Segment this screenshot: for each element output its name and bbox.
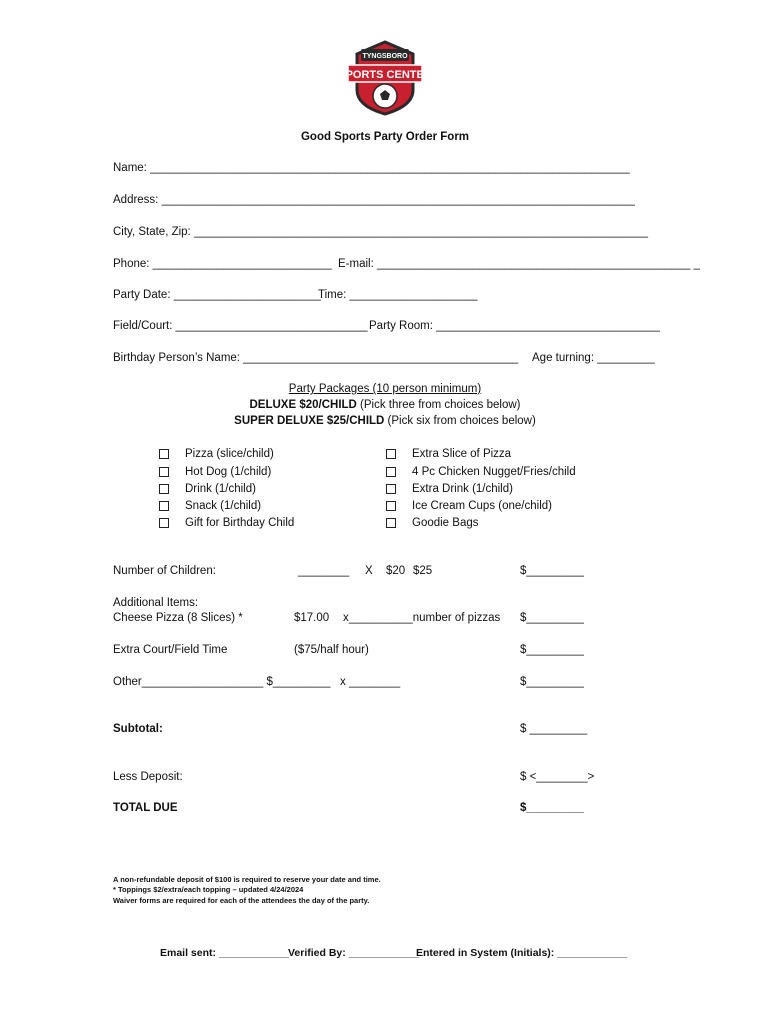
additional-items-label: Additional Items: xyxy=(113,597,199,609)
time-field[interactable]: Time: ____________________ xyxy=(318,289,478,301)
other-amount-field[interactable]: $_________ xyxy=(520,676,584,688)
pizza-amount-field[interactable]: $_________ xyxy=(520,612,584,624)
number-of-children-field[interactable]: ________ xyxy=(298,565,350,577)
email-field[interactable]: E-mail: _________________________________________________ _ xyxy=(338,258,700,270)
svg-text:SPORTS CENTER: SPORTS CENTER xyxy=(338,69,432,81)
subtotal-label: Subtotal: xyxy=(113,723,163,735)
name-field[interactable]: Name: ___________________________________________________________________________ xyxy=(113,162,630,174)
checkbox-icon[interactable] xyxy=(159,484,169,494)
page-title: Good Sports Party Order Form xyxy=(300,131,470,143)
checkbox-icon[interactable] xyxy=(386,467,396,477)
party-room-field[interactable]: Party Room: ___________________________________ xyxy=(369,320,660,332)
verified-by-field[interactable]: Verified By: ____________ xyxy=(288,947,419,959)
total-due-amount-field[interactable]: $_________ xyxy=(520,802,584,814)
choice-goodie-bags[interactable]: Goodie Bags xyxy=(386,517,479,529)
choice-chicken-nugget[interactable]: 4 Pc Chicken Nugget/Fries/child xyxy=(386,466,576,478)
deposit-label: Less Deposit: xyxy=(113,771,183,783)
cheese-pizza-label: Cheese Pizza (8 Slices) * xyxy=(113,612,243,624)
city-state-zip-field[interactable]: City, State, Zip: _______________________________________________________________________ xyxy=(113,226,649,238)
checkbox-icon[interactable] xyxy=(159,501,169,511)
choice-hot-dog[interactable]: Hot Dog (1/child) xyxy=(159,466,271,478)
children-amount-field[interactable]: $_________ xyxy=(520,565,584,577)
sports-center-logo xyxy=(338,40,432,116)
age-turning-field[interactable]: Age turning: _________ xyxy=(532,352,655,364)
extra-court-price: ($75/half hour) xyxy=(294,644,369,656)
party-date-field[interactable]: Party Date: _______________________ xyxy=(113,289,321,301)
field-court-field[interactable]: Field/Court: ______________________________ xyxy=(113,320,368,332)
price-20: $20 xyxy=(386,565,406,577)
checkbox-icon[interactable] xyxy=(386,484,396,494)
extra-court-amount-field[interactable]: $_________ xyxy=(520,644,584,656)
other-qty-field[interactable]: x ________ xyxy=(340,676,401,688)
total-due-label: TOTAL DUE xyxy=(113,802,178,814)
choice-snack[interactable]: Snack (1/child) xyxy=(159,500,261,512)
checkbox-icon[interactable] xyxy=(159,518,169,528)
email-sent-field[interactable]: Email sent: ____________ xyxy=(160,947,290,959)
toppings-note: * Toppings $2/extra/each topping – updated 4/24/2024 xyxy=(113,885,304,894)
extra-court-label: Extra Court/Field Time xyxy=(113,644,228,656)
other-field[interactable]: Other___________________ $_________ xyxy=(113,676,331,688)
choice-pizza[interactable]: Pizza (slice/child) xyxy=(159,448,274,460)
pizza-count-field[interactable]: x__________number of pizzas xyxy=(343,612,501,624)
checkbox-icon[interactable] xyxy=(386,501,396,511)
packages-heading: Party Packages (10 person minimum) xyxy=(288,383,482,395)
checkbox-icon[interactable] xyxy=(386,449,396,459)
address-field[interactable]: Address: __________________________________________________________________________ xyxy=(113,194,635,206)
choice-extra-pizza[interactable]: Extra Slice of Pizza xyxy=(386,448,511,460)
subtotal-amount-field[interactable]: $ _________ xyxy=(520,723,588,735)
deposit-amount-field[interactable]: $ <________> xyxy=(520,771,595,783)
phone-field[interactable]: Phone: ____________________________ xyxy=(113,258,332,270)
birthday-person-field[interactable]: Birthday Person’s Name: ___________________________________________ xyxy=(113,352,519,364)
checkbox-icon[interactable] xyxy=(159,449,169,459)
super-deluxe-package: SUPER DELUXE $25/CHILD (Pick six from choices below) xyxy=(234,415,536,427)
multiply-sign: X xyxy=(365,565,373,577)
svg-text:TYNGSBORO: TYNGSBORO xyxy=(362,53,408,60)
number-of-children-label: Number of Children: xyxy=(113,565,216,577)
deposit-note: A non-refundable deposit of $100 is required to reserve your date and time. xyxy=(113,875,381,884)
choice-drink[interactable]: Drink (1/child) xyxy=(159,483,256,495)
choice-gift[interactable]: Gift for Birthday Child xyxy=(159,517,294,529)
cheese-pizza-price: $17.00 xyxy=(294,612,330,624)
choice-ice-cream[interactable]: Ice Cream Cups (one/child) xyxy=(386,500,552,512)
price-25: $25 xyxy=(413,565,433,577)
choice-extra-drink[interactable]: Extra Drink (1/child) xyxy=(386,483,513,495)
checkbox-icon[interactable] xyxy=(386,518,396,528)
entered-in-system-field[interactable]: Entered in System (Initials): ____________ xyxy=(416,947,628,959)
waiver-note: Waiver forms are required for each of the attendees the day of the party. xyxy=(113,896,370,905)
checkbox-icon[interactable] xyxy=(159,467,169,477)
deluxe-package: DELUXE $20/CHILD (Pick three from choices below) xyxy=(249,399,521,411)
